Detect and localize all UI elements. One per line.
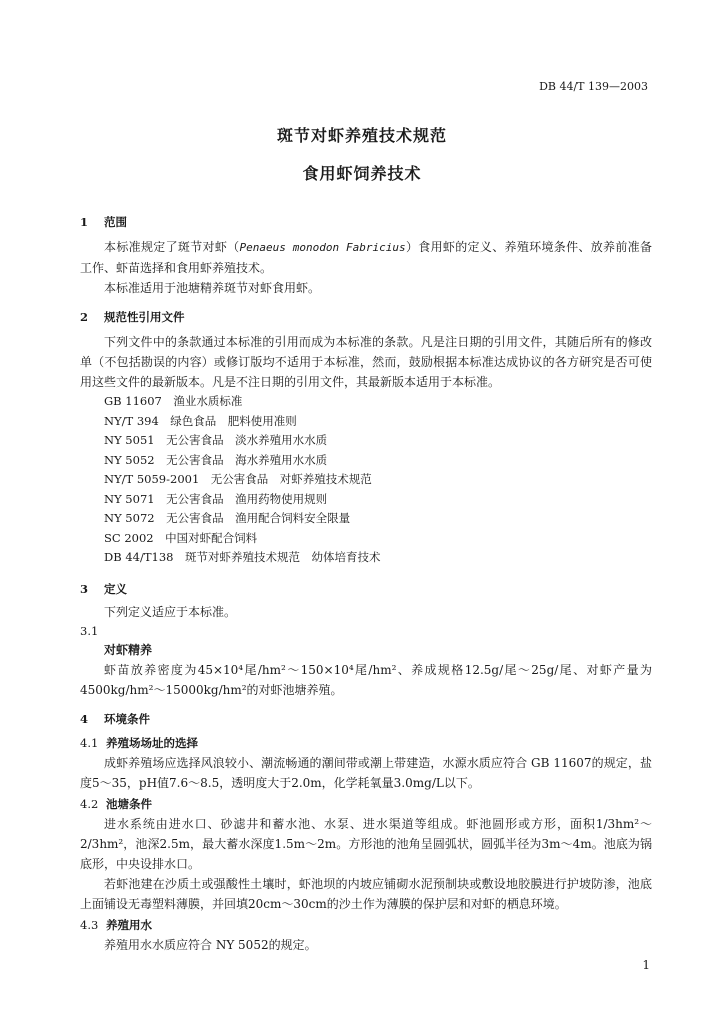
definitions-intro: 下列定义适应于本标准。 — [104, 604, 237, 619]
subsection-heading-water — [80, 916, 652, 935]
section-number: 3 — [80, 581, 89, 596]
water-quality-paragraph: 养殖用水水质应符合 NY 5052的规定。 — [104, 937, 317, 952]
section-number: 1 — [80, 215, 89, 229]
scope-paragraph — [80, 237, 652, 278]
term-definition: 虾苗放养密度为45×10⁴尾/hm²～150×10⁴尾/hm²、养成规格12.5g/尾～25g/尾、对虾产量为4500kg/hm²～15000kg/hm²的对虾池塘养殖。 — [80, 662, 652, 697]
section-number: 2 — [80, 310, 89, 324]
reference-item: NY 5051 无公害食品 淡水养殖用水水质 — [104, 433, 328, 447]
site-selection-paragraph: 成虾养殖场应选择风浪较小、潮流畅通的潮间带或潮上带建造，水源水质应符合 GB 11607的规定，盐度5～35，pH值7.6～8.5，透明度大于2.0m，化学耗氧量3.0mg/L以下。 — [80, 755, 652, 790]
document-title: 斑节对虾养殖技术规范 — [276, 126, 447, 145]
standard-number: DB 44/T 139—2003 — [539, 80, 648, 93]
scope-text-b: ）食用虾的定义、养殖环境条件、放养前准备工作、虾苗选择和食用虾养殖技术。 — [80, 240, 652, 275]
section-title: 范围 — [104, 215, 127, 229]
subsection-number: 4.3 — [80, 917, 99, 932]
subsection-number: 4.2 — [80, 796, 99, 811]
reference-item: NY 5071 无公害食品 渔用药物使用规则 — [104, 491, 328, 506]
section-heading-environment — [80, 710, 652, 728]
subsection-heading-site — [80, 734, 652, 753]
pond-conditions-paragraph-1: 进水系统由进水口、砂滤井和蓄水池、水泵、进水渠道等组成。虾池圆形或方形，面积1/3hm²～2/3hm²，池深2.5m，最大蓄水深度1.5m～2m。方形池的池角呈圆弧状，圆弧半径为3m～4m。池底为锅底形，中央设排水口。 — [80, 816, 652, 871]
section-heading-definitions — [80, 580, 652, 598]
reference-item: NY 5072 无公害食品 渔用配合饲料安全限量 — [104, 511, 351, 525]
subsection-title: 养殖场场址的选择 — [106, 735, 198, 750]
section-heading-references — [80, 308, 652, 326]
reference-item: GB 11607 渔业水质标准 — [104, 394, 243, 408]
references-intro: 下列文件中的条款通过本标准的引用而成为本标准的条款。凡是注日期的引用文件，其随后所有的修改单（不包括勘误的内容）或修订版均不适用于本标准，然而，鼓励根据本标准达成协议的各方研究是否可使用这些文件的最新版本。凡是不注日期的引用文件，其最新版本适用于本标准。 — [80, 335, 652, 389]
reference-item: NY/T 5059-2001 无公害食品 对虾养殖技术规范 — [104, 472, 372, 486]
section-title: 环境条件 — [104, 711, 150, 726]
subsection-title: 养殖用水 — [106, 917, 152, 932]
reference-item: NY/T 394 绿色食品 肥料使用准则 — [104, 413, 297, 428]
reference-item: NY 5052 无公害食品 海水养殖用水水质 — [104, 452, 328, 467]
scope-text-a: 本标准规定了斑节对虾（ — [104, 240, 240, 254]
species-latin-name: Penaeus monodon Fabricius — [239, 241, 406, 254]
subsection-heading-pond — [80, 795, 652, 814]
scope-applicability: 本标准适用于池塘精养斑节对虾食用虾。 — [104, 281, 321, 295]
term-number: 3.1 — [80, 623, 99, 638]
document-subtitle: 食用虾饲养技术 — [302, 164, 422, 183]
document-body — [80, 203, 652, 955]
pond-conditions-paragraph-2: 若虾池建在沙质土或强酸性土壤时，虾池坝的内坡应铺砌水泥预制块或敷设地胶膜进行护坡防渗，池底上面铺设无毒塑料薄膜，并回填20cm～30cm的沙土作为薄膜的保护层和对虾的栖息环境。 — [80, 876, 652, 911]
page-number: 1 — [642, 958, 650, 972]
section-title: 规范性引用文件 — [104, 310, 185, 324]
section-title: 定义 — [104, 581, 127, 596]
subsection-number: 4.1 — [80, 735, 99, 750]
section-heading-scope — [80, 213, 652, 231]
reference-list — [80, 392, 652, 568]
section-number: 4 — [80, 711, 89, 726]
subsection-title: 池塘条件 — [106, 796, 152, 811]
reference-item: SC 2002 中国对虾配合饲料 — [104, 530, 258, 545]
term-name: 对虾精养 — [104, 642, 153, 657]
reference-item: DB 44/T138 斑节对虾养殖技术规范 幼体培育技术 — [104, 550, 381, 564]
